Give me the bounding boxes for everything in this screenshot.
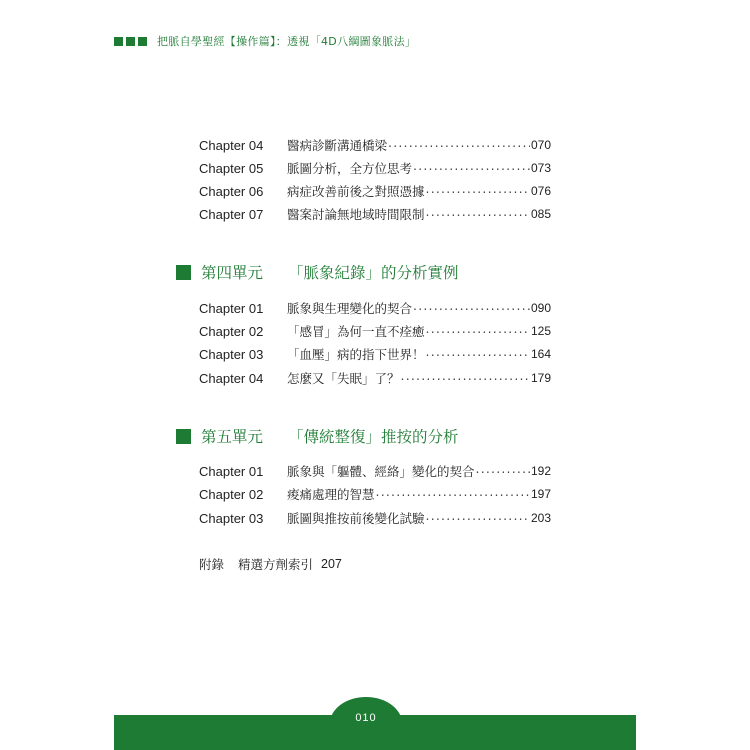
chapter-number: Chapter 02 [199, 486, 264, 502]
header-square-icon [138, 37, 147, 46]
header-square-icon [126, 37, 135, 46]
toc-entry [199, 158, 551, 178]
book-title: 把脈自學聖經【操作篇】：透視「4D八綱圖象脈法」 [157, 35, 417, 48]
chapter-title: 脈象與生理變化的契合 [287, 301, 413, 316]
chapter-number: Chapter 06 [199, 183, 264, 199]
dot-leader [426, 181, 530, 196]
page-number: 179 [530, 371, 551, 385]
chapter-title: 脈圖與推按前後變化試驗 [287, 511, 425, 526]
toc-entry [199, 508, 551, 528]
section-title: 「傳統整復」推按的分析 [288, 428, 459, 446]
dot-leader [426, 321, 530, 336]
section-heading [176, 423, 459, 449]
section-square-icon [176, 265, 191, 280]
chapter-number: Chapter 03 [199, 346, 264, 362]
chapter-number: Chapter 07 [199, 206, 264, 222]
toc-entry [199, 461, 551, 481]
chapter-title: 「血壓」病的指下世界！ [287, 347, 425, 362]
dot-leader [376, 484, 530, 499]
page-number: 073 [530, 161, 551, 175]
page-number: 090 [530, 301, 551, 315]
chapter-number: Chapter 02 [199, 323, 264, 339]
section-heading [176, 259, 459, 285]
toc-entry [199, 135, 551, 155]
section-label: 第五單元 [201, 428, 264, 446]
appendix-page: 207 [321, 557, 342, 571]
header-square-icon [114, 37, 123, 46]
page-number: 076 [530, 184, 551, 198]
toc-entry [199, 344, 551, 364]
dot-leader [401, 368, 530, 383]
page-number: 203 [530, 511, 551, 525]
toc-entry [199, 321, 551, 341]
section-label: 第四單元 [201, 264, 264, 282]
dot-leader [413, 158, 530, 173]
page-number: 192 [530, 464, 551, 478]
page-number: 164 [530, 347, 551, 361]
dot-leader [426, 508, 530, 523]
dot-leader [426, 344, 530, 359]
chapter-title: 怎麼又「失眠」了？ [287, 371, 400, 386]
page-number: 070 [530, 138, 551, 152]
chapter-title: 痠痛處理的智慧 [287, 487, 375, 502]
page-number: 197 [530, 487, 551, 501]
appendix-title: 精選方劑索引 [238, 557, 314, 572]
chapter-number: Chapter 04 [199, 370, 264, 386]
folio-page-number: 010 [355, 712, 377, 724]
dot-leader [476, 461, 530, 476]
dot-leader [413, 298, 530, 313]
section-title: 「脈象紀錄」的分析實例 [288, 264, 459, 282]
appendix-entry [199, 554, 342, 574]
chapter-title: 醫病診斷溝通橋梁 [287, 138, 388, 153]
toc-entry [199, 368, 551, 388]
dot-leader [426, 204, 530, 219]
page-number: 085 [530, 207, 551, 221]
toc-entry [199, 181, 551, 201]
chapter-title: 脈圖分析，全方位思考 [287, 161, 413, 176]
chapter-number: Chapter 01 [199, 463, 264, 479]
toc-entry [199, 298, 551, 318]
toc-entry [199, 204, 551, 224]
chapter-title: 病症改善前後之對照憑據 [287, 184, 425, 199]
chapter-number: Chapter 05 [199, 160, 264, 176]
chapter-number: Chapter 03 [199, 510, 264, 526]
section-square-icon [176, 429, 191, 444]
chapter-number: Chapter 04 [199, 137, 264, 153]
dot-leader [388, 135, 530, 150]
chapter-number: Chapter 01 [199, 300, 264, 316]
appendix-label: 附錄 [199, 557, 225, 572]
chapter-title: 「感冒」為何一直不痊癒 [287, 324, 425, 339]
chapter-title: 醫案討論無地域時間限制 [287, 207, 425, 222]
page-number: 125 [530, 324, 551, 338]
running-header [114, 33, 416, 49]
toc-entry [199, 484, 551, 504]
chapter-title: 脈象與「軀體、經絡」變化的契合 [287, 464, 475, 479]
